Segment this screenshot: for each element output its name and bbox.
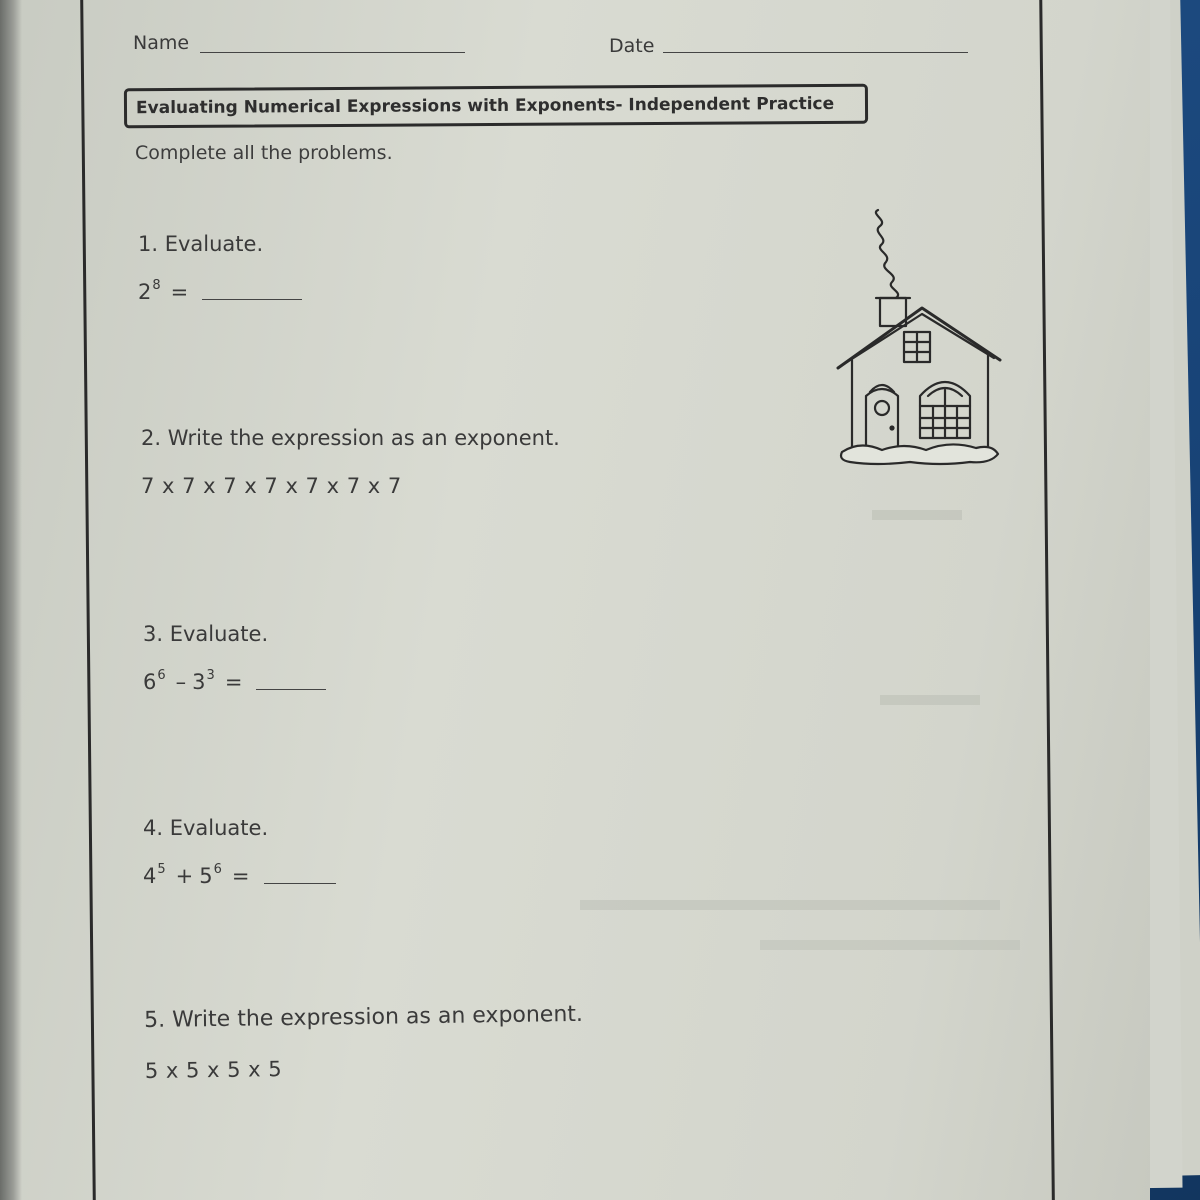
instructions: Complete all the problems. <box>135 142 393 164</box>
problem-1-title: 1. Evaluate. <box>138 232 264 256</box>
problem-4-equals: = <box>231 864 250 888</box>
problem-5-expression: 5 x 5 x 5 x 5 <box>144 1057 283 1083</box>
problem-5 <box>144 1002 584 1083</box>
show-through-3 <box>580 895 1000 914</box>
problem-4-exp-a: 5 <box>157 862 166 877</box>
problem-3-expression <box>143 670 326 694</box>
problem-1-answer-blank[interactable] <box>202 297 302 300</box>
date-field[interactable] <box>663 52 968 53</box>
problem-3-operator: – <box>175 670 187 694</box>
show-through-1 <box>872 505 962 524</box>
worksheet-title: Evaluating Numerical Expressions with Exponents- Independent Practice <box>135 93 835 119</box>
name-field[interactable] <box>200 52 465 53</box>
problem-4-operator: + <box>175 864 194 888</box>
problem-1 <box>138 232 302 304</box>
problem-3-base-b: 3 <box>192 670 206 694</box>
problem-1-expression <box>138 280 302 304</box>
problem-3 <box>143 622 326 694</box>
house-icon <box>830 200 1010 480</box>
show-through-2 <box>880 690 980 709</box>
problem-3-exp-b: 3 <box>206 668 215 683</box>
problem-4-title: 4. Evaluate. <box>143 816 269 840</box>
title-box <box>124 84 868 129</box>
problem-5-title: 5. Write the expression as an exponent. <box>144 1001 584 1033</box>
problem-1-base: 2 <box>138 280 152 304</box>
problem-2-expression: 7 x 7 x 7 x 7 x 7 x 7 x 7 <box>141 474 402 498</box>
problem-4-base-a: 4 <box>143 864 157 888</box>
name-label: Name <box>133 32 190 54</box>
problem-3-equals: = <box>224 670 243 694</box>
problem-2 <box>141 426 560 498</box>
problem-4 <box>143 816 336 888</box>
problem-3-base-a: 6 <box>143 670 157 694</box>
problem-3-title: 3. Evaluate. <box>143 622 269 646</box>
problem-1-exponent: 8 <box>152 278 161 293</box>
problem-4-answer-blank[interactable] <box>264 881 336 884</box>
show-through-4 <box>760 935 1020 954</box>
problem-3-exp-a: 6 <box>157 668 166 683</box>
date-label: Date <box>609 35 655 57</box>
problem-2-title: 2. Write the expression as an exponent. <box>141 426 560 450</box>
problem-4-exp-b: 6 <box>213 862 222 877</box>
problem-4-expression <box>143 864 336 888</box>
problem-3-answer-blank[interactable] <box>256 687 326 690</box>
problem-1-equals: = <box>170 280 189 304</box>
problem-4-base-b: 5 <box>199 864 213 888</box>
